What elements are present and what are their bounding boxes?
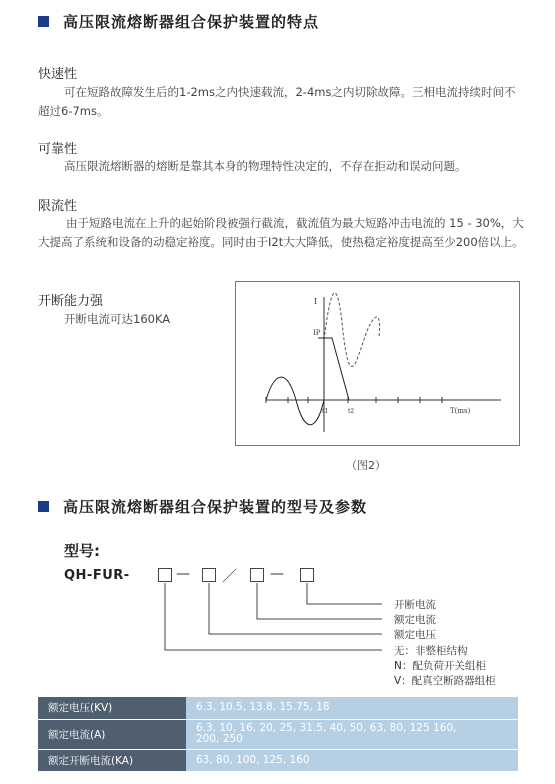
- annotation-rated-current: 额定电流: [394, 614, 436, 626]
- leader-lines: [150, 580, 550, 710]
- spec-value: 6.3, 10, 16, 20, 25, 31.5, 40, 50, 63, 80, 125 160, 200, 250: [186, 719, 518, 749]
- peak-label: IP: [313, 329, 321, 337]
- code-separator: ／: [222, 567, 238, 585]
- actual-current-curve: [266, 338, 349, 425]
- y-axis-label: I: [314, 297, 318, 306]
- section-title: 高压限流熔断器组合保护装置的特点: [63, 13, 320, 31]
- table-row: [38, 719, 518, 749]
- section-heading: [38, 496, 367, 517]
- model-prefix: QH-FUR-: [64, 568, 130, 583]
- feature-text: 开断电流可达160KA: [64, 312, 171, 326]
- feature-title: 快速性: [38, 67, 78, 82]
- feature-text: 可在短路故障发生后的1-2ms之内快速载流，2-4ms之内切除故障。三相电流持续时间不超过6-7ms。: [38, 85, 516, 118]
- feature-text: 高压限流熔断器的熔断是靠其本身的物理特性决定的，不存在拒动和误动问题。: [64, 159, 467, 173]
- annotation-rated-voltage: 额定电压: [394, 629, 436, 641]
- spec-value: 6.3, 10.5, 13.8, 15.75, 18: [186, 697, 518, 719]
- feature-title: 限流性: [38, 199, 78, 214]
- figure-caption: （图2）: [346, 459, 386, 472]
- x-axis-label: T(ms): [450, 407, 471, 415]
- table-row: [38, 697, 518, 719]
- waveform-diagram: [236, 282, 519, 445]
- feature-title: 开断能力强: [38, 294, 104, 309]
- spec-label: 额定电流(A): [38, 719, 186, 749]
- current-waveform-figure: [235, 281, 520, 446]
- code-separator: —: [270, 566, 284, 582]
- annotation-structure-none: 无：非整柜结构: [394, 645, 468, 657]
- annotation-structure-n: N：配负荷开关组柜: [394, 660, 486, 672]
- square-bullet-icon: [38, 501, 49, 512]
- square-bullet-icon: [38, 16, 49, 27]
- table-row: [38, 749, 518, 771]
- section-title: 高压限流熔断器组合保护装置的型号及参数: [63, 498, 368, 516]
- spec-value: 63, 80, 100, 125, 160: [186, 749, 518, 771]
- annotation-breaking-current: 开断电流: [394, 599, 436, 611]
- t2-label: t2: [348, 408, 355, 415]
- spec-label: 额定电压(KV): [38, 697, 186, 719]
- spec-table: [38, 697, 518, 772]
- feature-title: 可靠性: [38, 142, 78, 157]
- prospective-current-curve: [324, 293, 380, 367]
- section-heading: [38, 11, 319, 32]
- code-separator: —: [176, 566, 190, 582]
- feature-text: 由于短路电流在上升的起始阶段被强行截流，截流值为最大短路冲击电流的 15 - 30%，大大提高了系统和设备的动稳定裕度。同时由于I2t大大降低，使热稳定裕度提高至少200倍以上。: [38, 216, 524, 249]
- annotation-structure-v: V：配真空断路器组柜: [394, 675, 496, 687]
- model-heading: 型号:: [64, 542, 100, 560]
- spec-label: 额定开断电流(KA): [38, 749, 186, 771]
- t1-label: t1: [322, 408, 329, 415]
